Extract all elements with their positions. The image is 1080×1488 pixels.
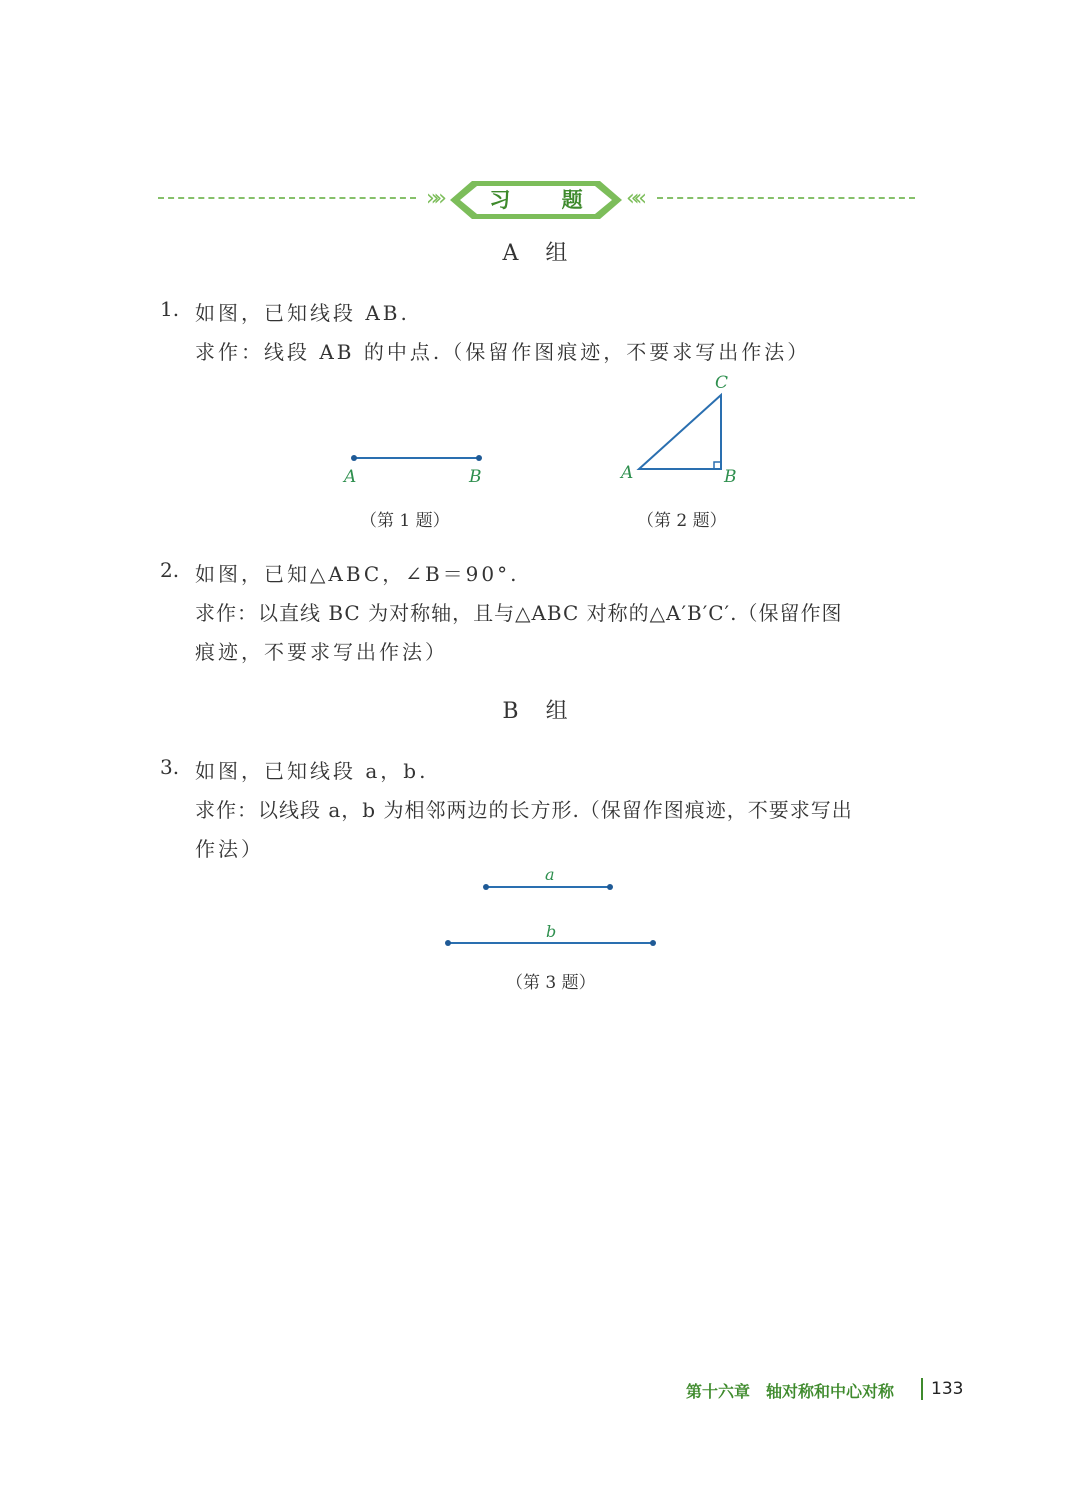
figure-1-caption: （第 1 题） <box>360 511 450 531</box>
segment-a-end-dot <box>607 884 613 890</box>
point-a-dot <box>351 455 357 461</box>
header-dashed-line-right <box>657 197 915 199</box>
figure-3-caption: （第 3 题） <box>506 973 596 993</box>
chevron-right-icon: »» <box>426 186 441 211</box>
footer-separator <box>921 1378 923 1400</box>
problem-3-line-3: 作法） <box>195 837 264 861</box>
point-b-label-2: B <box>724 467 737 487</box>
segment-b-start-dot <box>445 940 451 946</box>
group-a-title: A 组 <box>502 241 578 266</box>
problem-2-line-2: 求作：以直线 BC 为对称轴，且与△ABC 对称的△A′B′C′.（保留作图 <box>195 601 843 625</box>
problem-2-number: 2. <box>160 558 180 582</box>
problem-3-line-2: 求作：以线段 a，b 为相邻两边的长方形.（保留作图痕迹，不要求写出 <box>195 798 853 822</box>
figure-2-caption: （第 2 题） <box>637 511 727 531</box>
segment-a-start-dot <box>483 884 489 890</box>
header-dashed-line-left <box>158 197 416 199</box>
problem-3-number: 3. <box>160 755 180 779</box>
point-a-label: A <box>344 467 357 487</box>
problem-1-number: 1. <box>160 297 180 321</box>
page-number: 133 <box>931 1379 964 1399</box>
problem-3-line-1: 如图，已知线段 a，b. <box>195 759 429 783</box>
problem-1-line-2: 求作：线段 AB 的中点.（保留作图痕迹，不要求写出作法） <box>195 340 811 364</box>
point-b-dot <box>476 455 482 461</box>
header-title: 习 题 <box>489 188 605 212</box>
figure-1 <box>330 440 500 490</box>
segment-b-label: b <box>546 922 557 941</box>
point-a-label-2: A <box>621 463 634 483</box>
right-angle-mark <box>714 462 721 469</box>
triangle-abc <box>639 395 721 469</box>
point-b-label: B <box>469 467 482 487</box>
problem-2-line-1: 如图，已知△ABC，∠B＝90°. <box>195 562 520 586</box>
figure-2 <box>615 368 745 490</box>
figure-3 <box>440 862 670 952</box>
point-c-label: C <box>715 373 729 393</box>
group-b-title: B 组 <box>502 699 578 724</box>
segment-b-end-dot <box>650 940 656 946</box>
problem-2-line-3: 痕迹，不要求写出作法） <box>195 640 448 664</box>
segment-a-label: a <box>545 865 555 884</box>
footer-chapter-title: 第十六章 轴对称和中心对称 <box>686 1382 895 1401</box>
chevron-left-icon: «« <box>626 186 641 211</box>
problem-1-line-1: 如图，已知线段 AB. <box>195 301 410 325</box>
